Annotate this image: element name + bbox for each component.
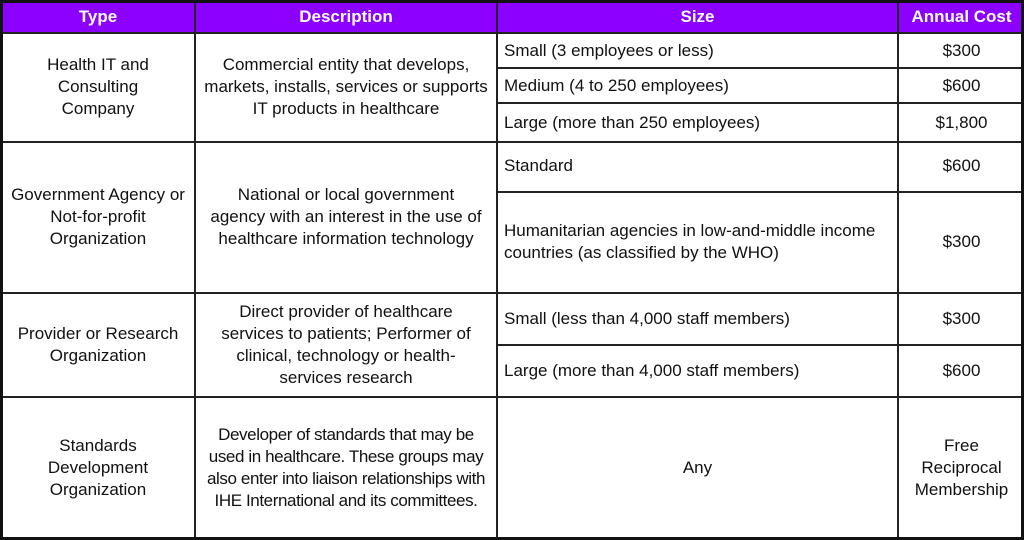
header-type: Type: [1, 1, 195, 33]
header-description: Description: [195, 1, 497, 33]
description-cell: National or local government agency with an interest in the use of healthcare information technology: [195, 142, 497, 293]
size-cell: Large (more than 4,000 staff members): [497, 345, 898, 397]
header-size: Size: [497, 1, 898, 33]
description-cell: Developer of standards that may be used in healthcare. These groups may also enter into liaison relationships with IHE International and its committees.: [195, 397, 497, 539]
cost-cell: $300: [898, 293, 1024, 345]
cost-cell: $600: [898, 142, 1024, 192]
size-cell: Any: [497, 397, 898, 539]
size-cell: Small (3 employees or less): [497, 33, 898, 68]
cost-cell: $300: [898, 33, 1024, 68]
description-cell: Commercial entity that develops, markets, installs, services or supports IT products in healthcare: [195, 33, 497, 142]
table-row: [1, 142, 1024, 192]
size-cell: Large (more than 250 employees): [497, 103, 898, 141]
cost-cell: $600: [898, 68, 1024, 103]
table-row: [1, 33, 1024, 68]
description-cell: Direct provider of healthcare services to patients; Performer of clinical, technology or health-services research: [195, 293, 497, 398]
header-row: [1, 1, 1024, 33]
cost-cell: $300: [898, 192, 1024, 293]
size-cell: Medium (4 to 250 employees): [497, 68, 898, 103]
size-cell: Small (less than 4,000 staff members): [497, 293, 898, 345]
type-cell: Health IT and Consulting Company: [1, 33, 195, 142]
type-cell: Provider or Research Organization: [1, 293, 195, 398]
type-cell: Standards Development Organization: [1, 397, 195, 539]
cost-cell: $1,800: [898, 103, 1024, 141]
size-cell: Standard: [497, 142, 898, 192]
header-annual-cost: Annual Cost: [898, 1, 1024, 33]
type-cell: Government Agency or Not-for-profit Organization: [1, 142, 195, 293]
table-row: [1, 293, 1024, 345]
cost-cell: Free Reciprocal Membership: [898, 397, 1024, 539]
table-row: [1, 397, 1024, 539]
size-cell: Humanitarian agencies in low-and-middle income countries (as classified by the WHO): [497, 192, 898, 293]
cost-cell: $600: [898, 345, 1024, 397]
